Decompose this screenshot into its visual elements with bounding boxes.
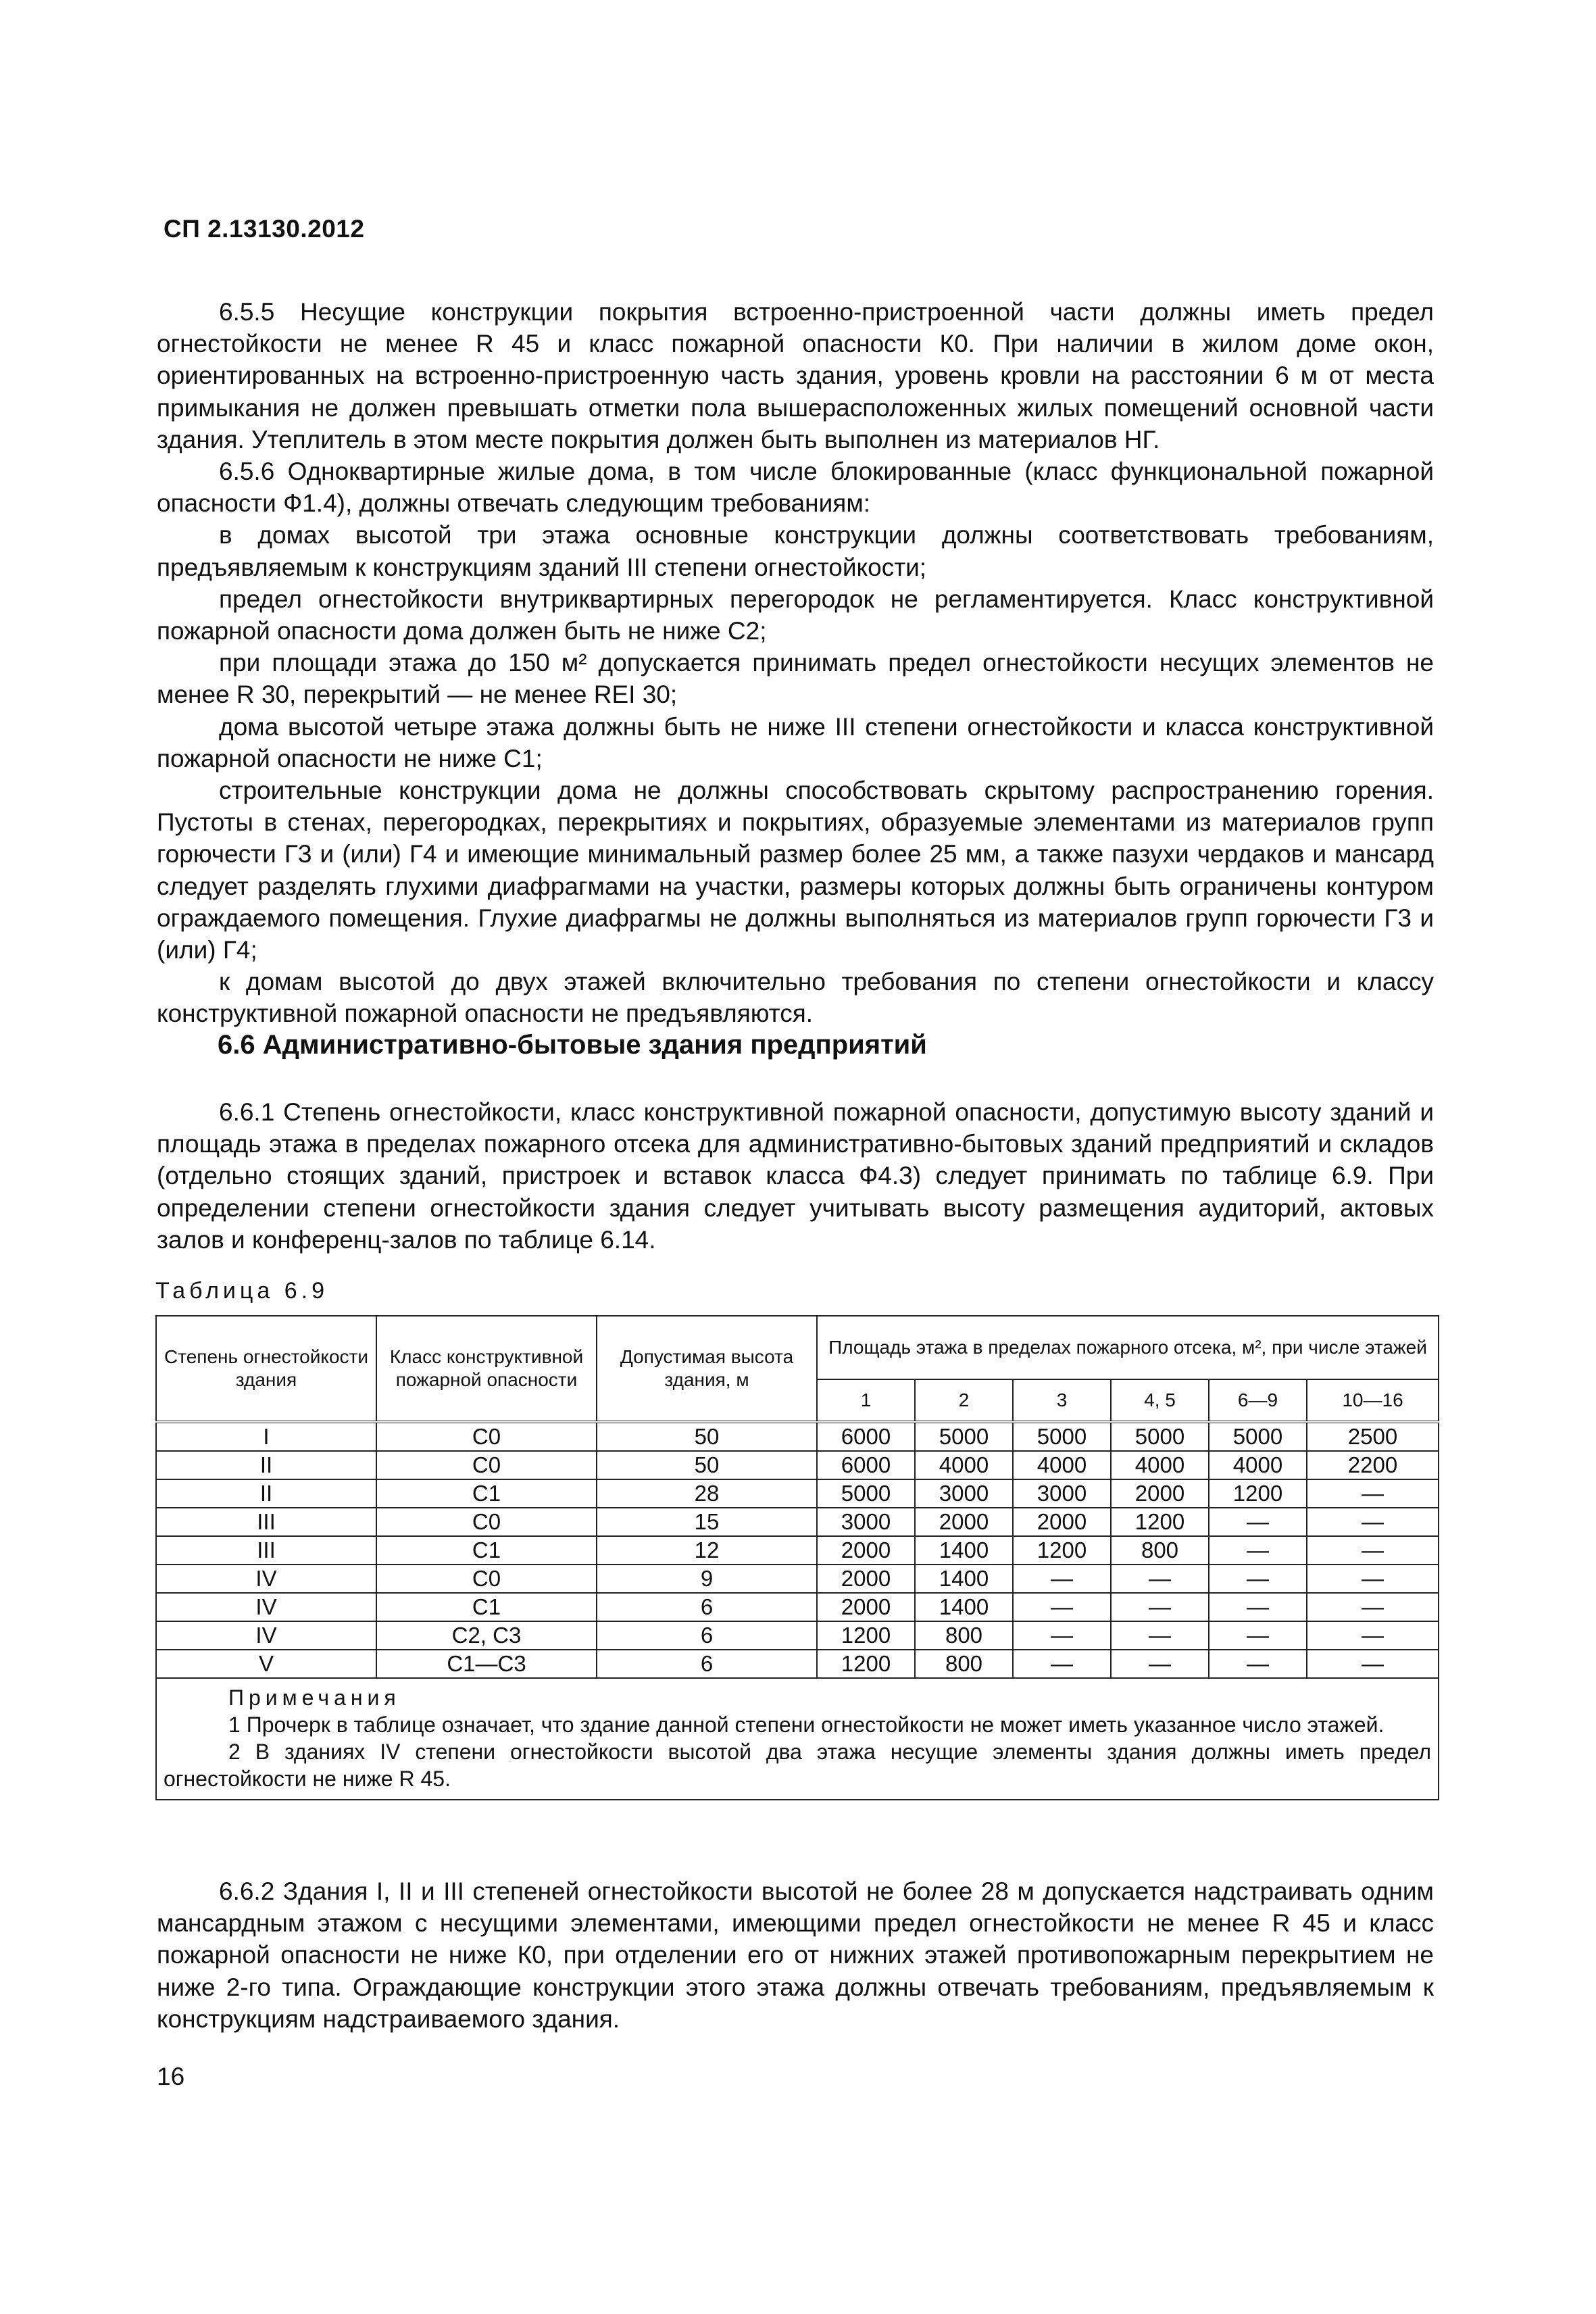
document-code-header: СП 2.13130.2012 [164, 215, 365, 243]
paragraph: 6.5.6 Одноквартирные жилые дома, в том числе блокированные (класс функциональной пожарной опасности Ф1.4), должны отвечать следующим требованиям: [157, 458, 1434, 518]
table-cell: 2500 [1307, 1422, 1439, 1451]
table-cell: 5000 [1209, 1422, 1307, 1451]
table-cell: IV [156, 1593, 376, 1621]
paragraph: в домах высотой три этажа основные конструкции должны соответствовать требованиям, предъявляемым к конструкциям зданий III степени огнестойкости; [157, 521, 1434, 581]
table-cell: — [1013, 1650, 1111, 1678]
table-cell: — [1209, 1508, 1307, 1536]
table-cell: 1200 [1013, 1536, 1111, 1565]
header-floors: 6—9 [1209, 1379, 1307, 1422]
table-cell: 4000 [1209, 1451, 1307, 1479]
table-cell: 5000 [1013, 1422, 1111, 1451]
paragraph: при площади этажа до 150 м² допускается принимать предел огнестойкости несущих элементов не менее R 30, перекрытий — не менее REI 30; [157, 649, 1434, 709]
table-cell: — [1209, 1593, 1307, 1621]
section-6-6-intro [157, 1096, 1434, 1256]
table-cell: С1—С3 [376, 1650, 597, 1678]
table-cell: 6 [597, 1650, 817, 1678]
table-cell: — [1307, 1593, 1439, 1621]
table-cell: — [1111, 1593, 1209, 1621]
table-cell: 15 [597, 1508, 817, 1536]
table-caption: Таблица 6.9 [155, 1278, 329, 1304]
paragraph: 6.6.1 Степень огнестойкости, класс конструктивной пожарной опасности, допустимую высоту зданий и площадь этажа в пределах пожарного отсека для административно-бытовых зданий предприятий и складов (отдельно стоящих зданий, пристроек и вставок класса Ф4.3) следует принимать по таблице 6.9. При определении степени огнестойкости здания следует учитывать высоту размещения аудиторий, актовых залов и конференц-залов по таблице 6.14. [157, 1098, 1434, 1254]
table-row [156, 1621, 1439, 1650]
table-cell: 800 [915, 1621, 1013, 1650]
table-cell: 28 [597, 1479, 817, 1508]
table-cell: 800 [915, 1650, 1013, 1678]
table-cell: — [1111, 1650, 1209, 1678]
table-row [156, 1536, 1439, 1565]
table-cell: — [1307, 1621, 1439, 1650]
table-cell: 2000 [915, 1508, 1013, 1536]
header-floors: 10—16 [1307, 1379, 1439, 1422]
table-cell: V [156, 1650, 376, 1678]
table-row [156, 1565, 1439, 1593]
table-cell: 3000 [817, 1508, 915, 1536]
table-cell: 6000 [817, 1451, 915, 1479]
header-floors: 2 [915, 1379, 1013, 1422]
table-cell: 2200 [1307, 1451, 1439, 1479]
header-floors: 1 [817, 1379, 915, 1422]
table-cell: III [156, 1536, 376, 1565]
table-cell: IV [156, 1565, 376, 1593]
fire-resistance-table [155, 1315, 1439, 1800]
section-6-5-text [157, 296, 1434, 1030]
paragraph: строительные конструкции дома не должны способствовать скрытому распространению горения. Пустоты в стенах, перегородках, перекрытиях и покрытиях, образуемые элементами из материалов групп горючести Г3 и (или) Г4 и имеющие минимальный размер более 25 мм, а также пазухи чердаков и мансард следует разделять глухими диафрагмами на участки, размеры которых должны быть ограничены контуром ограждаемого помещения. Глухие диафрагмы не должны выполняться из материалов групп горючести Г3 и (или) Г4; [157, 777, 1434, 964]
page-number: 16 [157, 2063, 185, 2090]
table-cell: — [1307, 1536, 1439, 1565]
table-cell: 1200 [1111, 1508, 1209, 1536]
table-cell: 1400 [915, 1565, 1013, 1593]
table-row [156, 1508, 1439, 1536]
table-cell: 2000 [1111, 1479, 1209, 1508]
table-cell: 3000 [915, 1479, 1013, 1508]
table-row [156, 1593, 1439, 1621]
table-cell: 1200 [817, 1650, 915, 1678]
table-cell: — [1209, 1536, 1307, 1565]
table-cell: — [1209, 1650, 1307, 1678]
notes-title: Примечания [228, 1685, 401, 1710]
table-cell: С2, С3 [376, 1621, 597, 1650]
header-floors: 3 [1013, 1379, 1111, 1422]
table-cell: С0 [376, 1508, 597, 1536]
table-cell: С0 [376, 1451, 597, 1479]
table-cell: IV [156, 1621, 376, 1650]
table-cell: 1400 [915, 1536, 1013, 1565]
table-cell: — [1307, 1565, 1439, 1593]
paragraph: предел огнестойкости внутриквартирных перегородок не регламентируется. Класс конструктивной пожарной опасности дома должен быть не ниже С2; [157, 585, 1434, 645]
table-cell: С1 [376, 1536, 597, 1565]
table-cell: 1200 [1209, 1479, 1307, 1508]
table-cell: С1 [376, 1593, 597, 1621]
table-cell: С0 [376, 1422, 597, 1451]
table-cell: — [1307, 1479, 1439, 1508]
table-cell: — [1307, 1650, 1439, 1678]
header-height: Допустимая высота здания, м [597, 1316, 817, 1422]
header-area: Площадь этажа в пределах пожарного отсека, м², при числе этажей [817, 1316, 1439, 1379]
table-notes [156, 1678, 1439, 1800]
table-cell: 9 [597, 1565, 817, 1593]
paragraph: дома высотой четыре этажа должны быть не ниже III степени огнестойкости и класса конструктивной пожарной опасности не ниже С1; [157, 712, 1434, 772]
table-cell: 6 [597, 1621, 817, 1650]
table-cell: 5000 [915, 1422, 1013, 1451]
header-class: Класс конструктивной пожарной опасности [376, 1316, 597, 1422]
table-cell: 3000 [1013, 1479, 1111, 1508]
table-cell: 5000 [817, 1479, 915, 1508]
table-cell: 1400 [915, 1593, 1013, 1621]
header-degree: Степень огнестойкости здания [156, 1316, 376, 1422]
table-cell: 6000 [817, 1422, 915, 1451]
table-cell: 4000 [915, 1451, 1013, 1479]
table-cell: II [156, 1479, 376, 1508]
table-row [156, 1650, 1439, 1678]
table-cell: 6 [597, 1593, 817, 1621]
table-cell: III [156, 1508, 376, 1536]
section-6-6-2-text [157, 1875, 1434, 2035]
note-line: 2 В зданиях IV степени огнестойкости высотой два этажа несущие элементы здания должны иметь предел огнестойкости не ниже R 45. [164, 1740, 1432, 1791]
table-cell: — [1307, 1508, 1439, 1536]
section-heading: 6.6 Административно-бытовые здания предприятий [218, 1030, 927, 1060]
table-cell: 50 [597, 1422, 817, 1451]
table-cell: С1 [376, 1479, 597, 1508]
table-row [156, 1451, 1439, 1479]
table-cell: 2000 [817, 1536, 915, 1565]
table-cell: — [1013, 1565, 1111, 1593]
table-cell: — [1209, 1565, 1307, 1593]
table-body [156, 1422, 1439, 1800]
paragraph: 6.6.2 Здания I, II и III степеней огнестойкости высотой не более 28 м допускается надстраивать одним мансардным этажом с несущими элементами, имеющими предел огнестойкости не менее R 45 и класс пожарной опасности не ниже К0, при отделении его от нижних этажей противопожарным перекрытием не ниже 2-го типа. Ограждающие конструкции этого этажа должны отвечать требованиям, предъявляемым к конструкциям надстраиваемого здания. [157, 1877, 1434, 2033]
table-cell: 4000 [1111, 1451, 1209, 1479]
table-cell: 2000 [817, 1565, 915, 1593]
header-floors: 4, 5 [1111, 1379, 1209, 1422]
table-cell: 2000 [1013, 1508, 1111, 1536]
table-cell: — [1209, 1621, 1307, 1650]
table-cell: II [156, 1451, 376, 1479]
table-cell: — [1013, 1593, 1111, 1621]
table-cell: — [1111, 1621, 1209, 1650]
table-cell: С0 [376, 1565, 597, 1593]
table-cell: 1200 [817, 1621, 915, 1650]
table-cell: 5000 [1111, 1422, 1209, 1451]
paragraph: 6.5.5 Несущие конструкции покрытия встроенно-пристроенной части должны иметь предел огнестойкости не менее R 45 и класс пожарной опасности К0. При наличии в жилом доме окон, ориентированных на встроенно-пристроенную часть здания, уровень кровли на расстоянии 6 м от места примыкания не должен превышать отметки пола вышерасположенных жилых помещений основной части здания. Утеплитель в этом месте покрытия должен быть выполнен из материалов НГ. [157, 298, 1434, 453]
table-row [156, 1422, 1439, 1451]
table-cell: 12 [597, 1536, 817, 1565]
table-cell: — [1111, 1565, 1209, 1593]
table-cell: 2000 [817, 1593, 915, 1621]
table-cell: 800 [1111, 1536, 1209, 1565]
note-line: 1 Прочерк в таблице означает, что здание данной степени огнестойкости не может иметь указанное число этажей. [228, 1713, 1385, 1737]
table-row [156, 1479, 1439, 1508]
table-cell: — [1013, 1621, 1111, 1650]
paragraph: к домам высотой до двух этажей включительно требования по степени огнестойкости и классу конструктивной пожарной опасности не предъявляются. [157, 968, 1434, 1028]
table-cell: 4000 [1013, 1451, 1111, 1479]
table-cell: 50 [597, 1451, 817, 1479]
table-cell: I [156, 1422, 376, 1451]
